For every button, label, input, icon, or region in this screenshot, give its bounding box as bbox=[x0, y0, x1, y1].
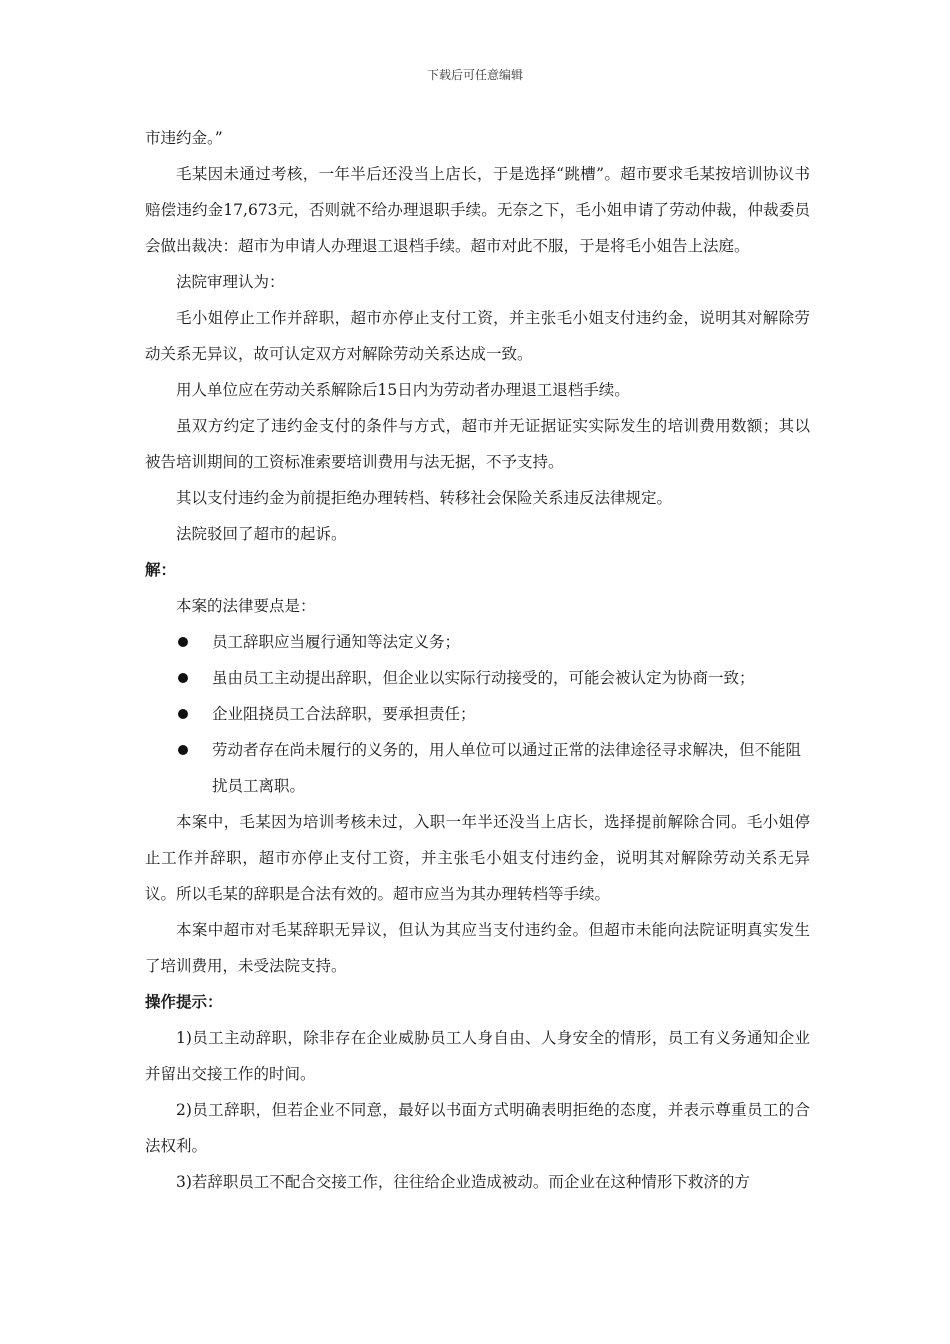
paragraph-analysis-1: 本案中，毛某因为培训考核未过，入职一年半还没当上店长，选择提前解除合同。毛小姐停止工作并辞职，超市亦停止支付工资，并主张毛小姐支付违约金，说明其对解除劳动关系无异议。所以毛某的辞职是合法有效的。超市应当为其办理转档等手续。 bbox=[145, 813, 810, 903]
list-item-text: 虽由员工主动提出辞职，但企业以实际行动接受的，可能会被认定为协商一致； bbox=[212, 669, 755, 687]
list-item bbox=[145, 732, 810, 804]
list-item bbox=[145, 696, 810, 732]
bullet-icon bbox=[178, 637, 188, 647]
paragraph-case-facts: 毛某因未通过考核，一年半后还没当上店长，于是选择“跳槽”。超市要求毛某按培训协议书赔偿违约金17,673元，否则就不给办理退职手续。无奈之下，毛小姐申请了劳动仲裁，仲裁委员会做出裁决：超市为申请人办理退工退档手续。超市对此不服，于是将毛小姐告上法庭。 bbox=[145, 165, 810, 255]
paragraph-court-point-4: 其以支付违约金为前提拒绝办理转档、转移社会保险关系违反法律规定。 bbox=[176, 489, 673, 507]
heading-tips: 操作提示： bbox=[145, 993, 223, 1011]
paragraph-tip-2: 2)员工辞职，但若企业不同意，最好以书面方式明确表明拒绝的态度，并表示尊重员工的合法权利。 bbox=[145, 1101, 810, 1155]
list-item-text: 员工辞职应当履行通知等法定义务； bbox=[212, 633, 461, 651]
paragraph-court-ruling: 法院驳回了超市的起诉。 bbox=[176, 525, 347, 543]
list-item-text: 劳动者存在尚未履行的义务的，用人单位可以通过正常的法律途径寻求解决，但不能阻扰员工离职。 bbox=[212, 741, 802, 795]
paragraph-court-point-1: 毛小姐停止工作并辞职，超市亦停止支付工资，并主张毛小姐支付违约金，说明其对解除劳动关系无异议，故可认定双方对解除劳动关系达成一致。 bbox=[145, 309, 810, 363]
legal-points-list bbox=[145, 624, 810, 804]
document-body bbox=[145, 120, 810, 1200]
paragraph-court-view: 法院审理认为： bbox=[176, 273, 285, 291]
paragraph-legal-points-intro: 本案的法律要点是： bbox=[176, 597, 316, 615]
paragraph-analysis-2: 本案中超市对毛某辞职无异议，但认为其应当支付违约金。但超市未能向法院证明真实发生了培训费用，未受法院支持。 bbox=[145, 921, 810, 975]
paragraph-court-point-2: 用人单位应在劳动关系解除后15日内为劳动者办理退工退档手续。 bbox=[176, 381, 630, 399]
paragraph-continuation: 市违约金。” bbox=[145, 129, 223, 147]
bullet-icon bbox=[178, 709, 188, 719]
heading-solution: 解： bbox=[145, 561, 177, 579]
bullet-icon bbox=[178, 745, 188, 755]
paragraph-tip-3: 3)若辞职员工不配合交接工作，往往给企业造成被动。而企业在这种情形下救济的方 bbox=[176, 1173, 750, 1191]
page-header: 下载后可任意编辑 bbox=[426, 68, 523, 82]
bullet-icon bbox=[178, 673, 188, 683]
list-item-text: 企业阻挠员工合法辞职，要承担责任； bbox=[212, 705, 476, 723]
list-item bbox=[145, 660, 810, 696]
paragraph-court-point-3: 虽双方约定了违约金支付的条件与方式，超市并无证据证实实际发生的培训费用数额；其以被告培训期间的工资标准索要培训费用与法无据，不予支持。 bbox=[145, 417, 810, 471]
paragraph-tip-1: 1)员工主动辞职，除非存在企业威胁员工人身自由、人身安全的情形，员工有义务通知企业并留出交接工作的时间。 bbox=[145, 1029, 810, 1083]
list-item bbox=[145, 624, 810, 660]
